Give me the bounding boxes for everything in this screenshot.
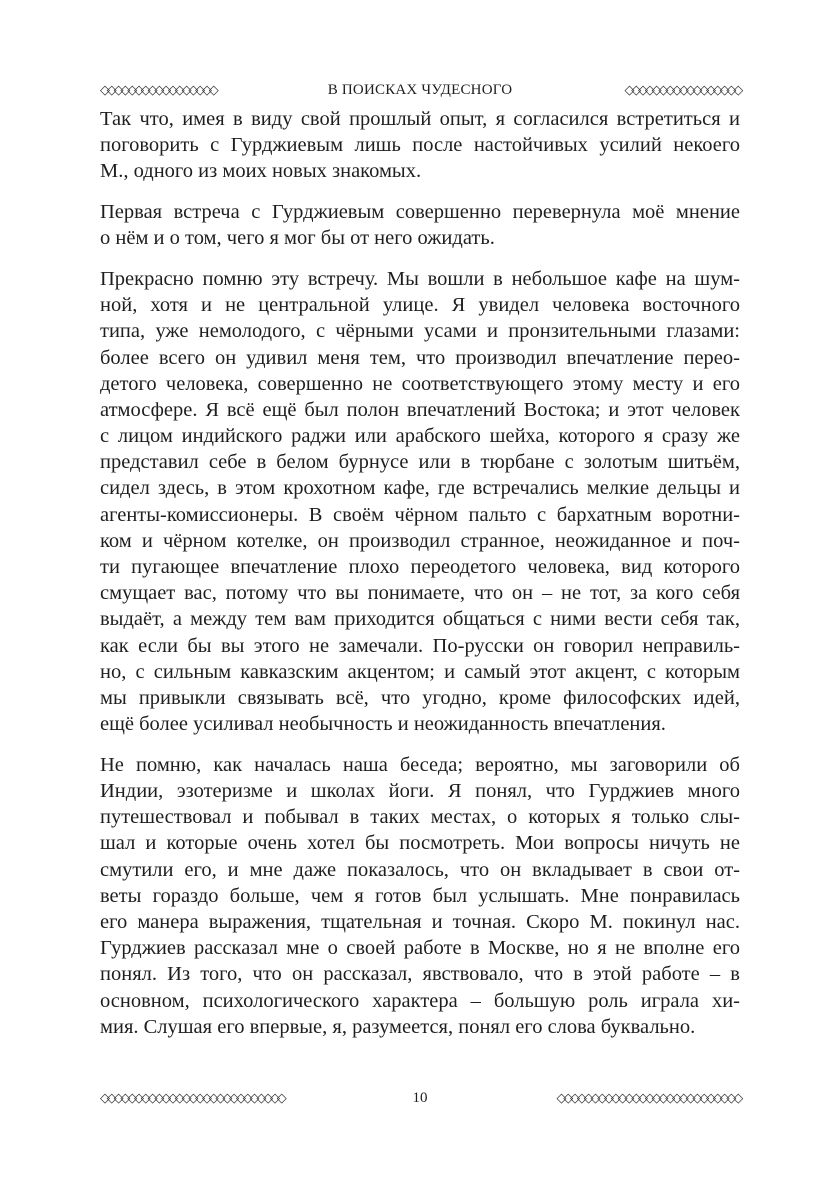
text-line: ком и чёрном котелке, он производил странное, неожиданное и поч-	[100, 529, 740, 552]
page-footer	[100, 1090, 740, 1106]
text-line: Так что, имея в виду свой прошлый опыт, я согласился встретиться и	[100, 108, 740, 130]
text-line: веты гораздо больше, чем я готов был услышать. Мне понравилась	[100, 884, 740, 907]
text-line: Индии, эзотеризме и школах йоги. Я понял, что Гурджиев много	[100, 780, 740, 802]
text-line: путешествовал и побывал в таких местах, о которых я только слы-	[100, 806, 740, 829]
body-text	[100, 106, 740, 1054]
text-line: с лицом индийского раджи или арабского шейха, которого я сразу же	[100, 425, 740, 448]
text-line: мы привыкли связывать всё, что угодно, кроме философских идей,	[100, 686, 740, 709]
text-line: сидел здесь, в этом крохотном кафе, где встречались мелкие дельцы и	[100, 477, 740, 500]
paragraph	[100, 752, 740, 1040]
diamond-ornament-right: ◇◇◇◇◇◇◇◇◇◇◇◇◇◇◇◇◇◇◇◇◇◇◇◇◇◇◇	[556, 1090, 740, 1105]
text-line: ной, хотя и не центральной улице. Я увидел человека восточного	[100, 294, 740, 317]
text-line: детого человека, совершенно не соответствующего этому месту и его	[100, 372, 740, 395]
diamond-ornament-left: ◇◇◇◇◇◇◇◇◇◇◇◇◇◇◇◇◇◇◇◇◇◇◇◇◇◇◇	[100, 1090, 284, 1105]
paragraph	[100, 199, 740, 251]
text-line: его манера выражения, тщательная и точная. Скоро М. покинул нас.	[100, 910, 740, 933]
text-line: основном, психологического характера – большую роль играла хи-	[100, 989, 740, 1012]
running-title: В ПОИСКАХ ЧУДЕСНОГО	[327, 82, 513, 98]
text-line: ещё более усиливал необычность и неожиданность впечатления.	[100, 713, 666, 736]
text-line: агенты-комиссионеры. В своём чёрном пальто с бархатным воротни-	[100, 503, 740, 526]
paragraph	[100, 106, 740, 185]
text-line: представил себе в белом бурнусе или в тюрбане с золотым шитьём,	[100, 451, 740, 474]
text-line: смущает вас, потому что вы понимаете, что он – не тот, за кого себя	[100, 582, 740, 605]
paragraph	[100, 266, 740, 737]
diamond-ornament-right: ◇◇◇◇◇◇◇◇◇◇◇◇◇◇◇◇◇	[624, 82, 740, 97]
text-line: типа, уже немолодого, с чёрными усами и пронзительными глазами:	[100, 320, 740, 343]
text-line: шал и которые очень хотел бы посмотреть. Мои вопросы ничуть не	[100, 832, 740, 855]
text-line: более всего он удивил меня тем, что производил впечатление перео-	[100, 346, 740, 369]
text-line: атмосфере. Я всё ещё был полон впечатлений Востока; и этот человек	[100, 398, 740, 421]
text-line: как если бы вы этого не замечали. По-русски он говорил неправиль-	[100, 634, 740, 657]
text-line: Первая встреча с Гурджиевым совершенно перевернула моё мнение	[100, 201, 740, 224]
text-line: мия. Слушая его впервые, я, разумеется, понял его слова буквально.	[100, 1015, 696, 1038]
text-line: поговорить с Гурджиевым лишь после настойчивых усилий некоего	[100, 134, 740, 157]
running-header	[100, 82, 740, 98]
diamond-ornament-left: ◇◇◇◇◇◇◇◇◇◇◇◇◇◇◇◇◇	[100, 82, 216, 97]
text-line: понял. Из того, что он рассказал, явствовало, что в этой работе – в	[100, 963, 740, 986]
text-line: выдаёт, а между тем вам приходится общаться с ними вести себя так,	[100, 608, 740, 631]
text-line: Прекрасно помню эту встречу. Мы вошли в небольшое кафе на шум-	[100, 267, 740, 290]
text-line: ти пугающее впечатление плохо переодетого человека, вид которого	[100, 556, 740, 578]
text-line: о нём и о том, чего я мог бы от него ожидать.	[100, 227, 495, 250]
page-number: 10	[412, 1090, 428, 1106]
text-line: М., одного из моих новых знакомых.	[100, 160, 422, 183]
text-line: но, с сильным кавказским акцентом; и самый этот акцент, с которым	[100, 660, 740, 683]
text-line: Гурджиев рассказал мне о своей работе в Москве, но я не вполне его	[100, 937, 740, 960]
text-line: Не помню, как началась наша беседа; вероятно, мы заговорили об	[100, 753, 740, 776]
text-line: смутили его, и мне даже показалось, что он вкладывает в свои от-	[100, 858, 740, 881]
